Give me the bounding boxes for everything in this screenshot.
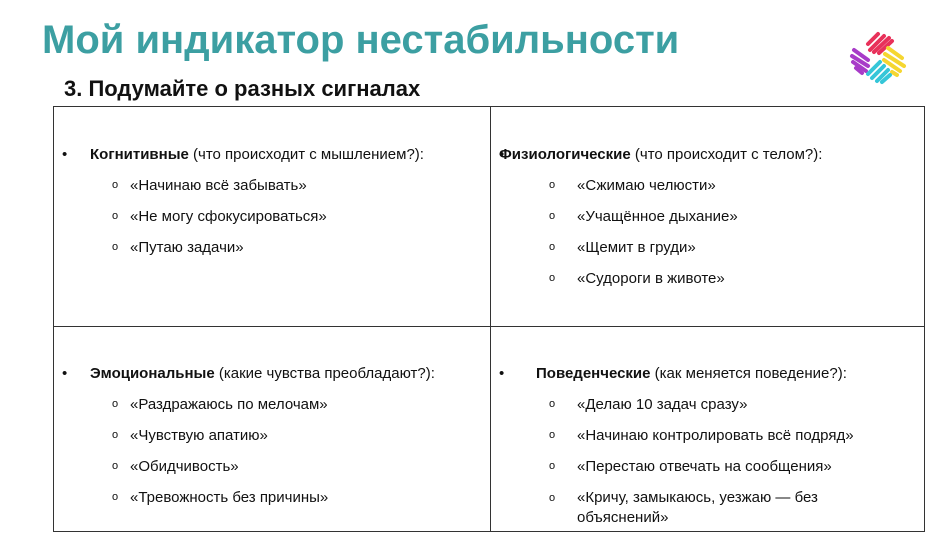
list-item: o «Обидчивость» [54,451,435,482]
category-name: Когнитивные [90,146,189,163]
category-question: (что происходит с мышлением?): [188,146,424,163]
list-item: o «Перестаю отвечать на сообщения» [491,451,911,482]
list-item: o «Щемит в груди» [491,232,822,263]
list-item: o «Путаю задачи» [54,232,424,263]
category-name: Физиологические [499,146,631,163]
list-item: o «Судороги в животе» [491,263,822,294]
logo-icon [848,30,912,88]
list-item: o «Начинаю всё забывать» [54,170,424,201]
category-question: (как меняется поведение?): [650,365,847,382]
divider [54,326,924,327]
category-question: (что происходит с телом?): [630,146,823,163]
list-item: o «Не могу сфокусироваться» [54,201,424,232]
cell-behavioral [491,358,911,528]
list-item: o «Сжимаю челюсти» [491,170,822,201]
category-name: Эмоциональные [90,365,215,382]
category-name: Поведенческие [536,365,651,382]
list-item: o «Тревожность без причины» [54,482,435,513]
cell-emotional [54,358,435,513]
list-item: o «Кричу, замыкаюсь, уезжаю — без объяснений» [491,488,827,528]
page-title: Мой индикатор нестабильности [42,18,680,62]
cell-physiological [491,139,822,294]
cell-cognitive [54,139,424,263]
category-question: (какие чувства преобладают?): [214,365,435,382]
list-item: o «Учащённое дыхание» [491,201,822,232]
signals-table [53,106,925,532]
list-item: o «Делаю 10 задач сразу» [491,389,911,420]
list-item: o «Начинаю контролировать всё подряд» [491,420,911,451]
section-subtitle: 3. Подумайте о разных сигналах [64,76,421,101]
list-item: o «Раздражаюсь по мелочам» [54,389,435,420]
list-item: o «Чувствую апатию» [54,420,435,451]
